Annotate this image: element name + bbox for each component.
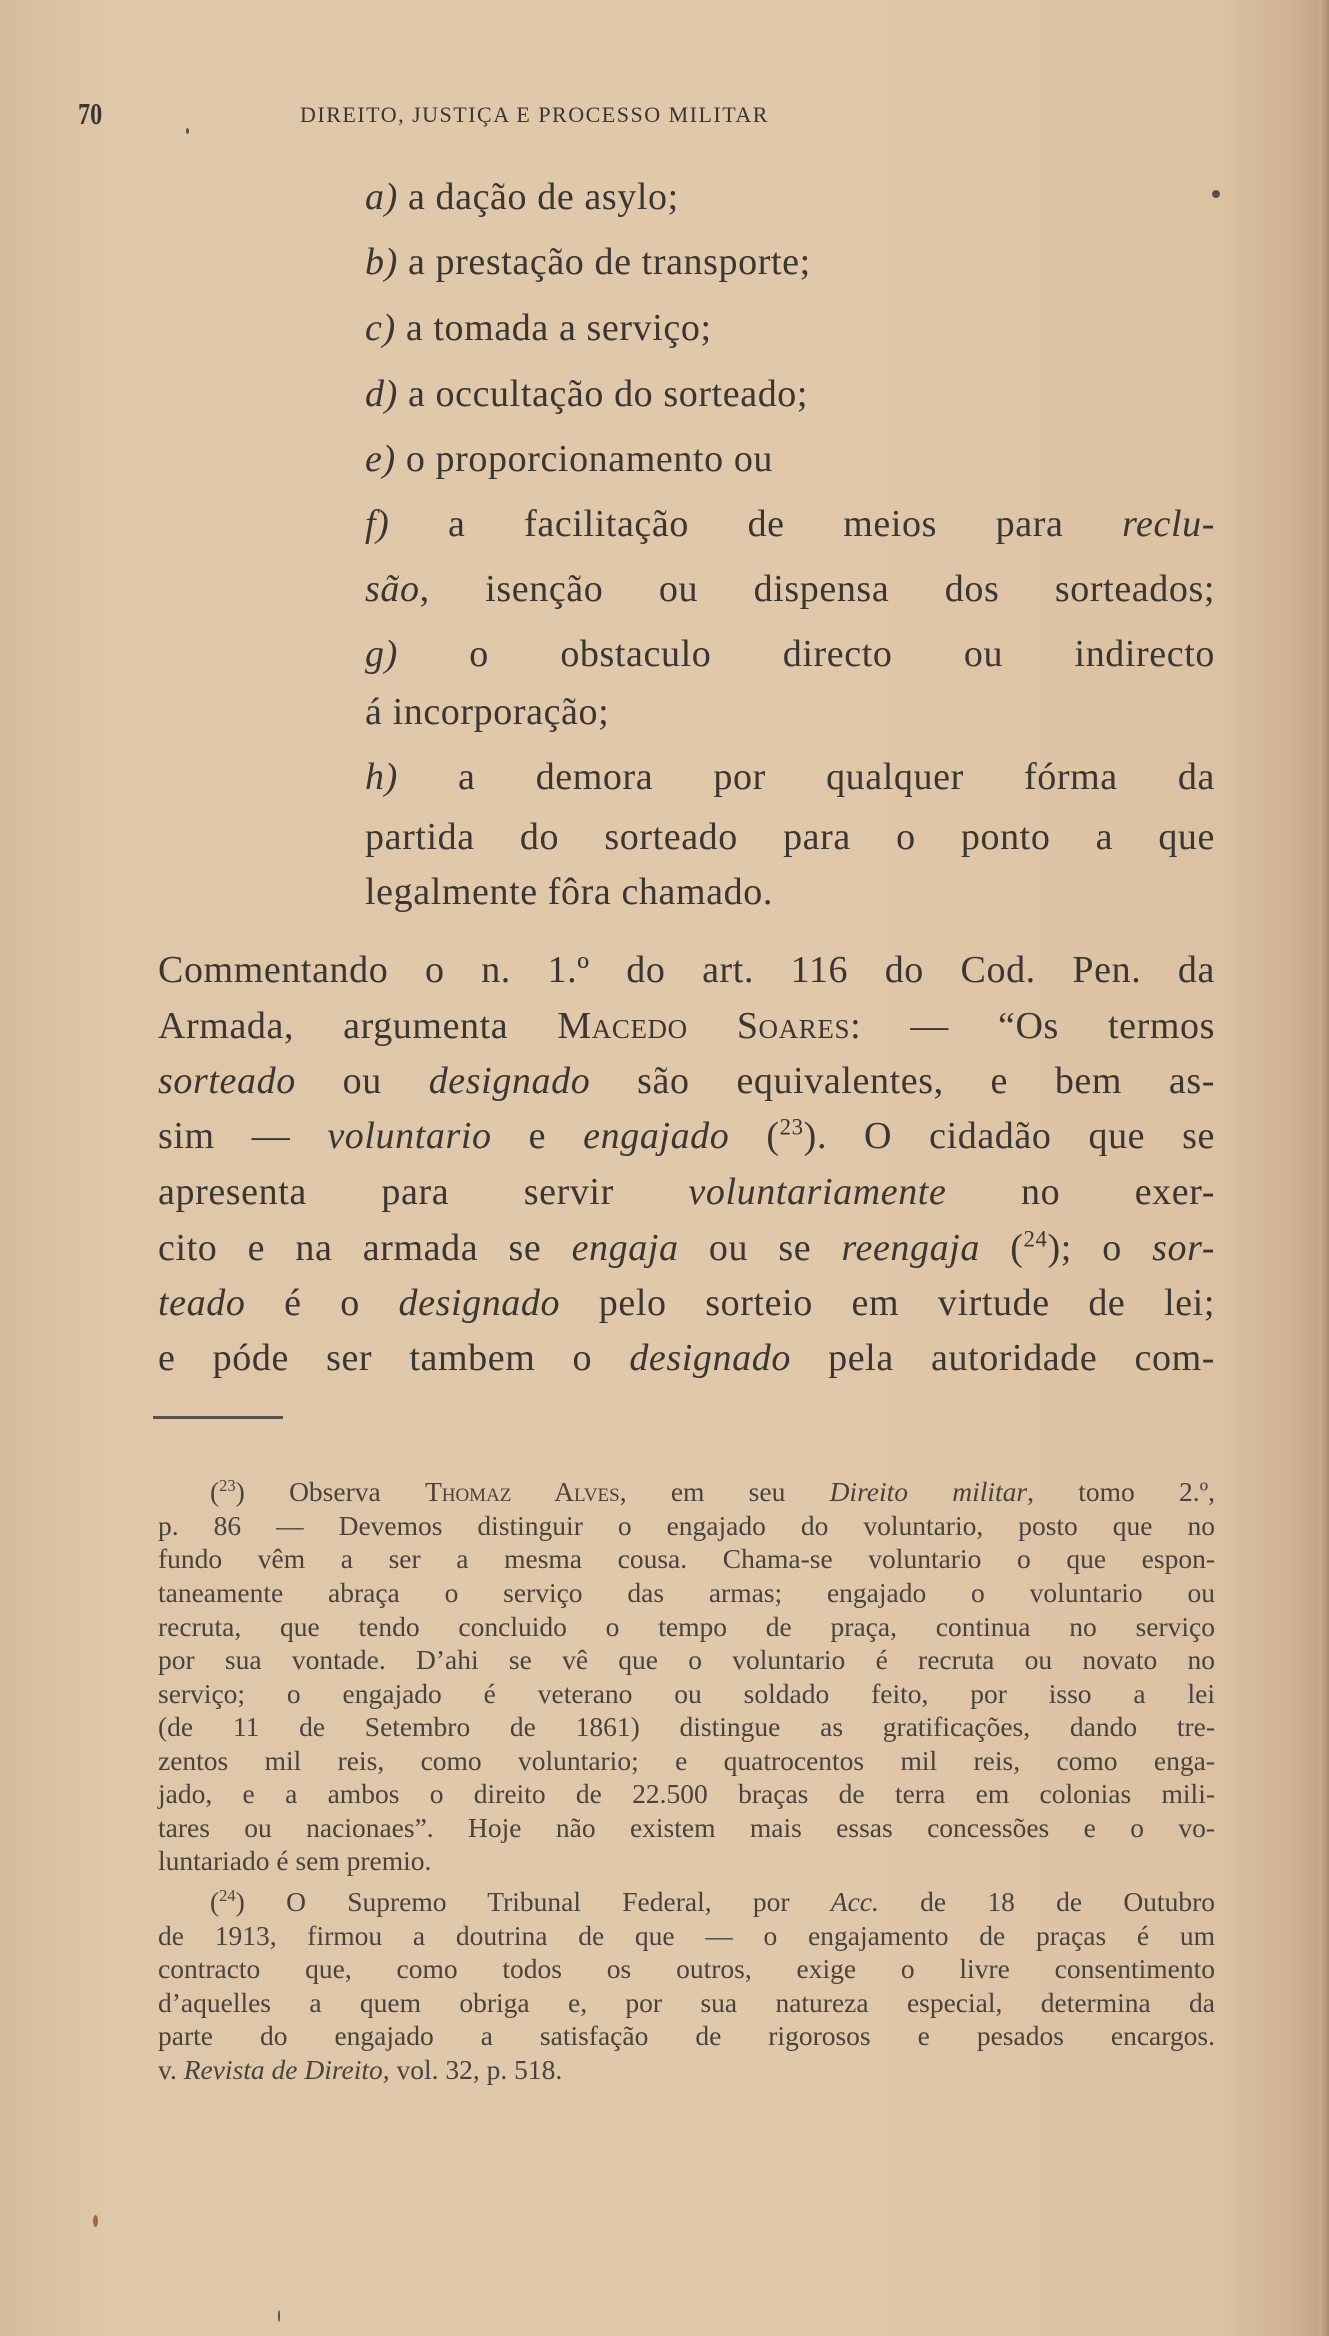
paragraph-line: sim — voluntario e engajado ($^{23}$). O cidadão que se [158, 1114, 1215, 1157]
list-item-c: c) a tomada a serviço; [365, 307, 712, 349]
paragraph-line: Commentando o n. 1.º do art. 116 do Cod. Pen. da [158, 949, 1215, 991]
footnote-line: p. 86 — Devemos distinguir o engajado do voluntario, posto que no [158, 1510, 1215, 1541]
list-item-g: g) o obstaculo directo ou indirecto [365, 633, 1215, 675]
footnote-ref-23[interactable]: 23 [779, 1114, 804, 1140]
author-name: Macedo Soares [557, 1005, 851, 1047]
footnote-line: v. Revista de Direito, vol. 32, p. 518. [158, 2054, 563, 2085]
page-header [78, 96, 1269, 136]
paragraph-line: sorteado ou designado são equivalentes, e bem as- [158, 1060, 1216, 1102]
list-item-b: b) a prestação de transporte; [365, 241, 811, 283]
list-item-h-cont-2: legalmente fôra chamado. [365, 871, 773, 913]
paragraph-line: Armada, argumenta Macedo Soares: — “Os termos [158, 1005, 1215, 1047]
footnote-separator [153, 1416, 283, 1419]
footnote-line: luntariado é sem premio. [158, 1845, 432, 1876]
page-number: 70 [78, 96, 103, 131]
footnote-line: por sua vontade. D’ahi se vê que o voluntario é recruta ou novato no [158, 1644, 1215, 1675]
list-item-a: a) a dação de asylo; [365, 176, 679, 218]
footnote-line: d’aquelles a quem obriga e, por sua natureza especial, determina da [158, 1987, 1215, 2018]
paper-speck [186, 128, 189, 134]
list-item-h-cont-1: partida do sorteado para o ponto a que [365, 816, 1215, 858]
list-item-g-cont: á incorporação; [365, 691, 610, 733]
footnote-line: contracto que, como todos os outros, exige o livre consentimento [158, 1953, 1215, 1984]
footnote-line: serviço; o engajado é veterano ou soldado feito, por isso a lei [158, 1678, 1215, 1709]
paragraph-line: e póde ser tambem o designado pela autoridade com- [158, 1337, 1215, 1379]
footnote-line: parte do engajado a satisfação de rigorosos e pesados encargos. [158, 2020, 1215, 2051]
paragraph-line: cito e na armada se engaja ou se reengaja ($^{24}$); o sor- [158, 1226, 1215, 1269]
footnote-line: jado, e a ambos o direito de 22.500 braças de terra em colonias mili- [158, 1778, 1215, 1809]
page-edge-shadow [1319, 0, 1329, 2336]
footnote-line: tares ou nacionaes”. Hoje não existem mais essas concessões e o vo- [158, 1812, 1215, 1843]
paper-speck [1212, 190, 1220, 198]
list-item-f-cont: são, isenção ou dispensa dos sorteados; [365, 568, 1215, 610]
footnote-line: recruta, que tendo concluido o tempo de praça, continua no serviço [158, 1611, 1215, 1642]
author-name: Thomaz Alves [424, 1476, 620, 1507]
footnote-23: ($^{23}$) Observa Thomaz Alves, em seu Direito militar, tomo 2.º, [210, 1475, 1215, 1507]
list-item-d: d) a occultação do sorteado; [365, 373, 809, 415]
running-head: DIREITO, JUSTIÇA E PROCESSO MILITAR [300, 102, 769, 127]
footnote-line: zentos mil reis, como voluntario; e quatrocentos mil reis, como enga- [158, 1745, 1215, 1776]
footnote-ref-24[interactable]: 24 [1023, 1226, 1048, 1252]
footnote-24: ($^{24}$) O Supremo Tribunal Federal, por Acc. de 18 de Outubro [210, 1885, 1215, 1917]
list-item-h: h) a demora por qualquer fórma da [365, 756, 1215, 798]
footnote-line: (de 11 de Setembro de 1861) distingue as gratificações, dando tre- [158, 1711, 1215, 1742]
list-item-f: f) a facilitação de meios para reclu- [365, 503, 1215, 545]
paper-speck [93, 2215, 98, 2227]
footnote-line: taneamente abraça o serviço das armas; engajado o voluntario ou [158, 1577, 1215, 1608]
footnote-line: de 1913, firmou a doutrina de que — o engajamento de praças é um [158, 1920, 1215, 1951]
paragraph-line: apresenta para servir voluntariamente no exer- [158, 1171, 1215, 1213]
paper-speck [278, 2310, 280, 2322]
footnote-line: fundo vêm a ser a mesma cousa. Chama-se voluntario o que espon- [158, 1543, 1215, 1574]
paragraph-line: teado é o designado pelo sorteio em virtude de lei; [158, 1282, 1216, 1324]
list-item-e: e) o proporcionamento ou [365, 438, 774, 480]
